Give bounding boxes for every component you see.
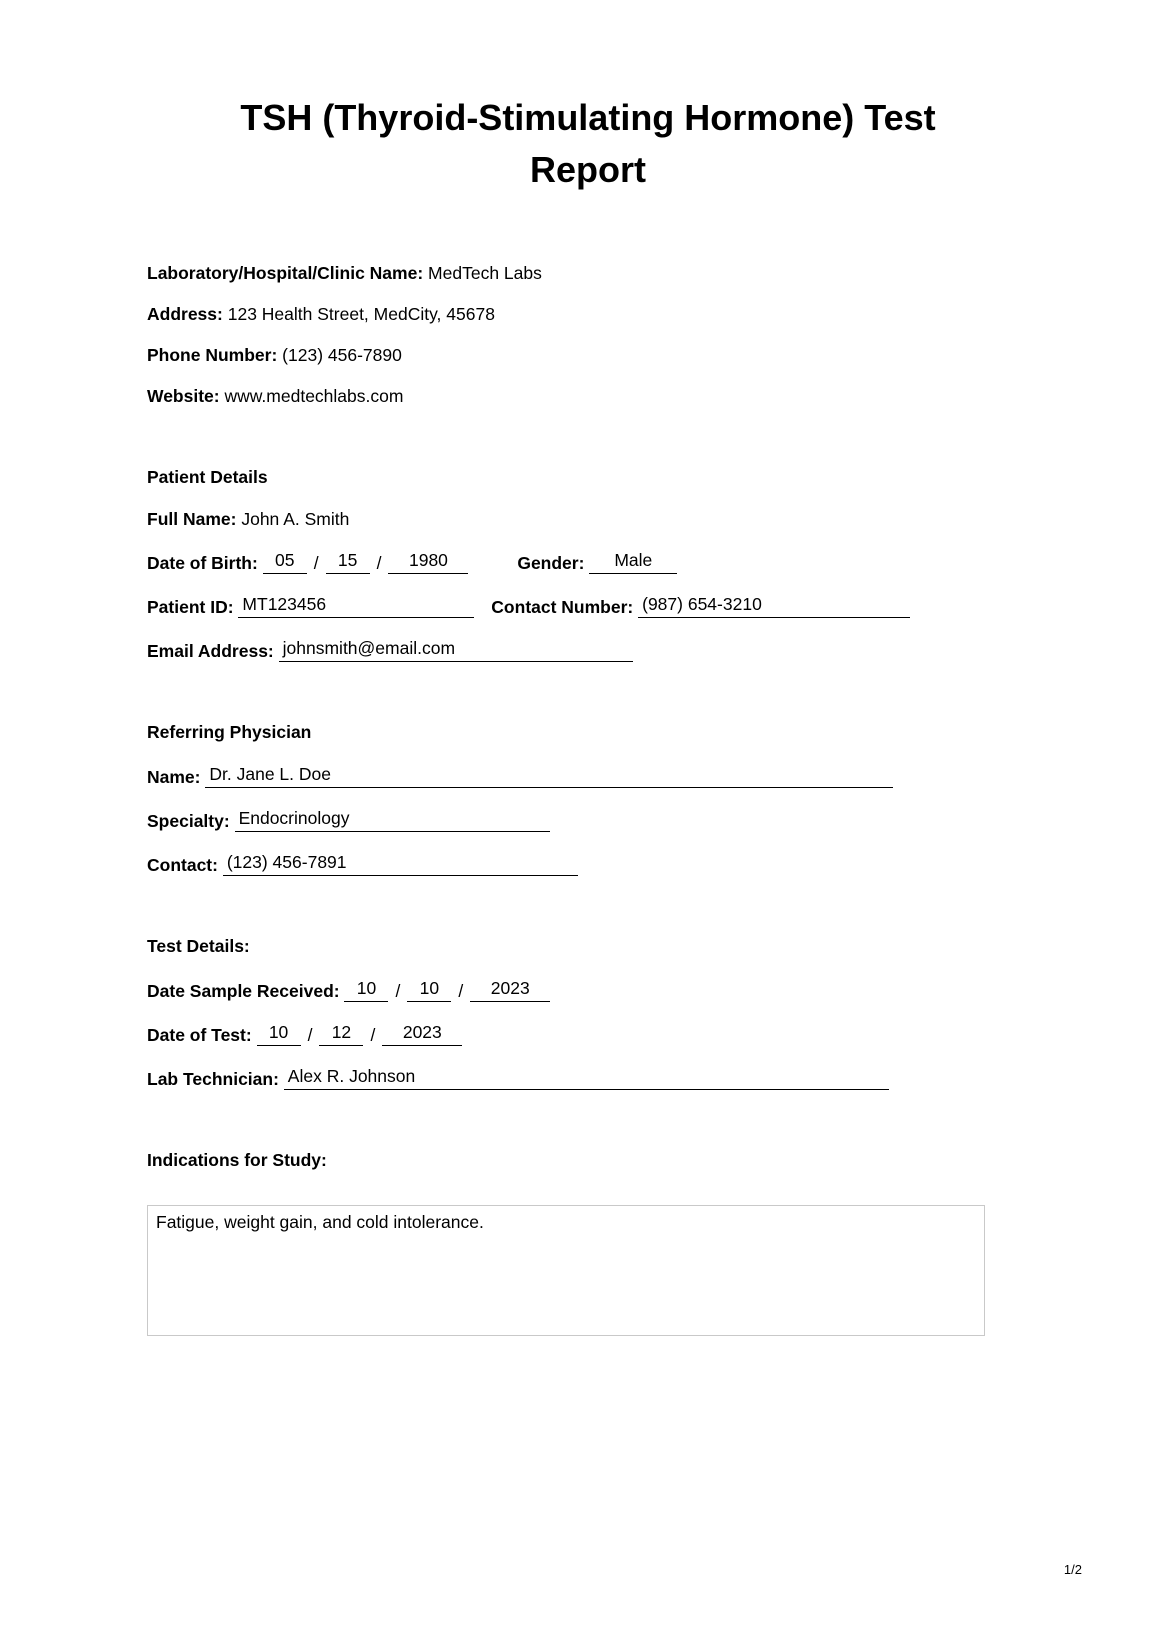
sample-received-label: Date Sample Received: <box>147 981 340 1001</box>
physician-specialty-field: Endocrinology <box>235 807 550 832</box>
dob-separator-1: / <box>313 553 319 573</box>
indications-heading: Indications for Study: <box>147 1150 327 1170</box>
document-title <box>147 92 1029 196</box>
lab-name-value: MedTech Labs <box>428 263 542 283</box>
sample-month-field: 10 <box>344 977 388 1002</box>
physician-specialty-label: Specialty: <box>147 811 230 831</box>
lab-phone-label: Phone Number: <box>147 345 278 365</box>
dob-gender-row <box>147 549 1029 574</box>
gender-field: Male <box>589 549 677 574</box>
lab-address-row <box>147 303 1029 325</box>
patient-id-label: Patient ID: <box>147 597 234 617</box>
lab-website-row <box>147 385 1029 407</box>
sample-separator-1: / <box>395 981 401 1001</box>
physician-contact-label: Contact: <box>147 855 218 875</box>
patient-id-contact-row <box>147 593 1029 618</box>
test-details-heading: Test Details: <box>147 936 250 956</box>
email-field: johnsmith@email.com <box>279 637 633 662</box>
document-title-line1: TSH (Thyroid-Stimulating Hormone) Test <box>240 97 936 138</box>
test-day-field: 12 <box>319 1021 363 1046</box>
lab-website-label: Website: <box>147 386 220 406</box>
physician-name-label: Name: <box>147 767 201 787</box>
referring-physician-heading: Referring Physician <box>147 722 312 742</box>
sample-received-row <box>147 977 1029 1002</box>
gender-label: Gender: <box>517 553 585 573</box>
dob-separator-2: / <box>376 553 382 573</box>
document-title-line2: Report <box>530 149 646 190</box>
page-number: 1/2 <box>1063 1562 1082 1577</box>
lab-phone-value: (123) 456-7890 <box>282 345 402 365</box>
email-label: Email Address: <box>147 641 274 661</box>
sample-year-field: 2023 <box>470 977 550 1002</box>
technician-field: Alex R. Johnson <box>284 1065 889 1090</box>
lab-name-label: Laboratory/Hospital/Clinic Name: <box>147 263 424 283</box>
dob-year-field: 1980 <box>388 549 468 574</box>
test-separator-1: / <box>307 1025 313 1045</box>
physician-name-field: Dr. Jane L. Doe <box>205 763 893 788</box>
lab-name-row <box>147 262 1029 284</box>
contact-number-label: Contact Number: <box>491 597 634 617</box>
lab-phone-row <box>147 344 1029 366</box>
physician-specialty-row <box>147 807 1029 832</box>
full-name-label: Full Name: <box>147 509 237 529</box>
patient-id-field: MT123456 <box>238 593 474 618</box>
test-year-field: 2023 <box>382 1021 462 1046</box>
indications-text: Fatigue, weight gain, and cold intolerance. <box>156 1212 484 1232</box>
technician-label: Lab Technician: <box>147 1069 279 1089</box>
technician-row <box>147 1065 1029 1090</box>
full-name-value: John A. Smith <box>241 509 350 529</box>
dob-day-field: 15 <box>326 549 370 574</box>
dob-label: Date of Birth: <box>147 553 258 573</box>
email-row <box>147 637 1029 662</box>
full-name-row <box>147 508 1029 530</box>
test-month-field: 10 <box>257 1021 301 1046</box>
sample-separator-2: / <box>458 981 464 1001</box>
test-separator-2: / <box>370 1025 376 1045</box>
test-date-row <box>147 1021 1029 1046</box>
lab-address-value: 123 Health Street, MedCity, 45678 <box>227 304 495 324</box>
indications-textbox <box>147 1205 985 1336</box>
dob-month-field: 05 <box>263 549 307 574</box>
test-date-label: Date of Test: <box>147 1025 252 1045</box>
lab-website-value: www.medtechlabs.com <box>224 386 404 406</box>
physician-name-row <box>147 763 1029 788</box>
physician-contact-field: (123) 456-7891 <box>223 851 578 876</box>
lab-address-label: Address: <box>147 304 223 324</box>
physician-contact-row <box>147 851 1029 876</box>
sample-day-field: 10 <box>407 977 451 1002</box>
contact-number-field: (987) 654-3210 <box>638 593 910 618</box>
patient-details-heading: Patient Details <box>147 467 268 487</box>
